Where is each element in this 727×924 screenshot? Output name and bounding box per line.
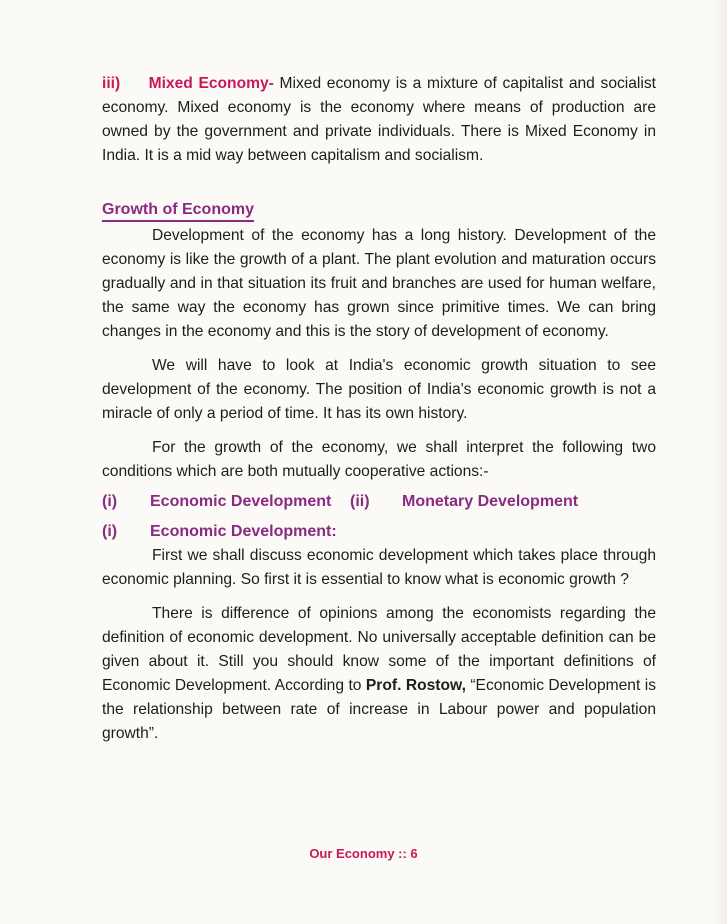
condition-2-label: Monetary Development: [402, 493, 579, 510]
growth-paragraph-1: Development of the economy has a long history. Development of the economy is like the growth of a plant. The plant evolution and maturation occurs gradually and in that situation its fruit and branches are used for human welfare, the same way the economy has grown since primitive times. We can bring changes in the economy and this is the story of development of economy.: [102, 227, 656, 340]
condition-1-label: Economic Development: [150, 493, 332, 510]
mixed-economy-title: Mixed Economy-: [148, 75, 274, 92]
mixed-economy-paragraph: [102, 72, 656, 168]
definition-intro-text: There is difference of opinions among the economists regarding the definition of economic development. No universally acceptable definition can be given about it. Still you should know some of the important definitions of Economic Development. According to: [102, 605, 656, 694]
conditions-row: [102, 490, 656, 514]
rostow-name: Prof. Rostow,: [365, 677, 466, 694]
growth-of-economy-heading: Growth of Economy: [102, 200, 254, 222]
growth-paragraph-2: We will have to look at India's economic growth situation to see development of the economy. The position of India's economic growth is not a miracle of only a period of time. It has its own history.: [102, 357, 656, 422]
condition-2-number: (ii): [350, 493, 370, 510]
mixed-economy-marker: iii): [102, 75, 121, 92]
page-edge-shadow: [713, 0, 727, 924]
growth-paragraph-3: For the growth of the economy, we shall interpret the following two conditions which are both mutually cooperative actions:-: [102, 439, 656, 480]
page-body: [102, 72, 656, 746]
economic-development-label: Economic Development:: [150, 523, 337, 540]
economic-development-paragraph-1: First we shall discuss economic development which takes place through economic planning. So first it is essential to know what is economic growth ?: [102, 547, 656, 588]
rostow-quote: “Economic Development is the relationship between rate of increase in Labour power and population growth”.: [102, 677, 656, 742]
economic-development-number: (i): [102, 523, 118, 540]
condition-1-number: (i): [102, 493, 118, 510]
economic-development-heading: [102, 520, 656, 544]
economic-development-paragraph-2: [102, 602, 656, 746]
mixed-economy-text: Mixed economy is a mixture of capitalist and socialist economy. Mixed economy is the economy where means of production are owned by the government and private individuals. There is Mixed Economy in India. It is a mid way between capitalism and socialism.: [102, 75, 656, 164]
page-footer: Our Economy :: 6: [309, 846, 418, 861]
